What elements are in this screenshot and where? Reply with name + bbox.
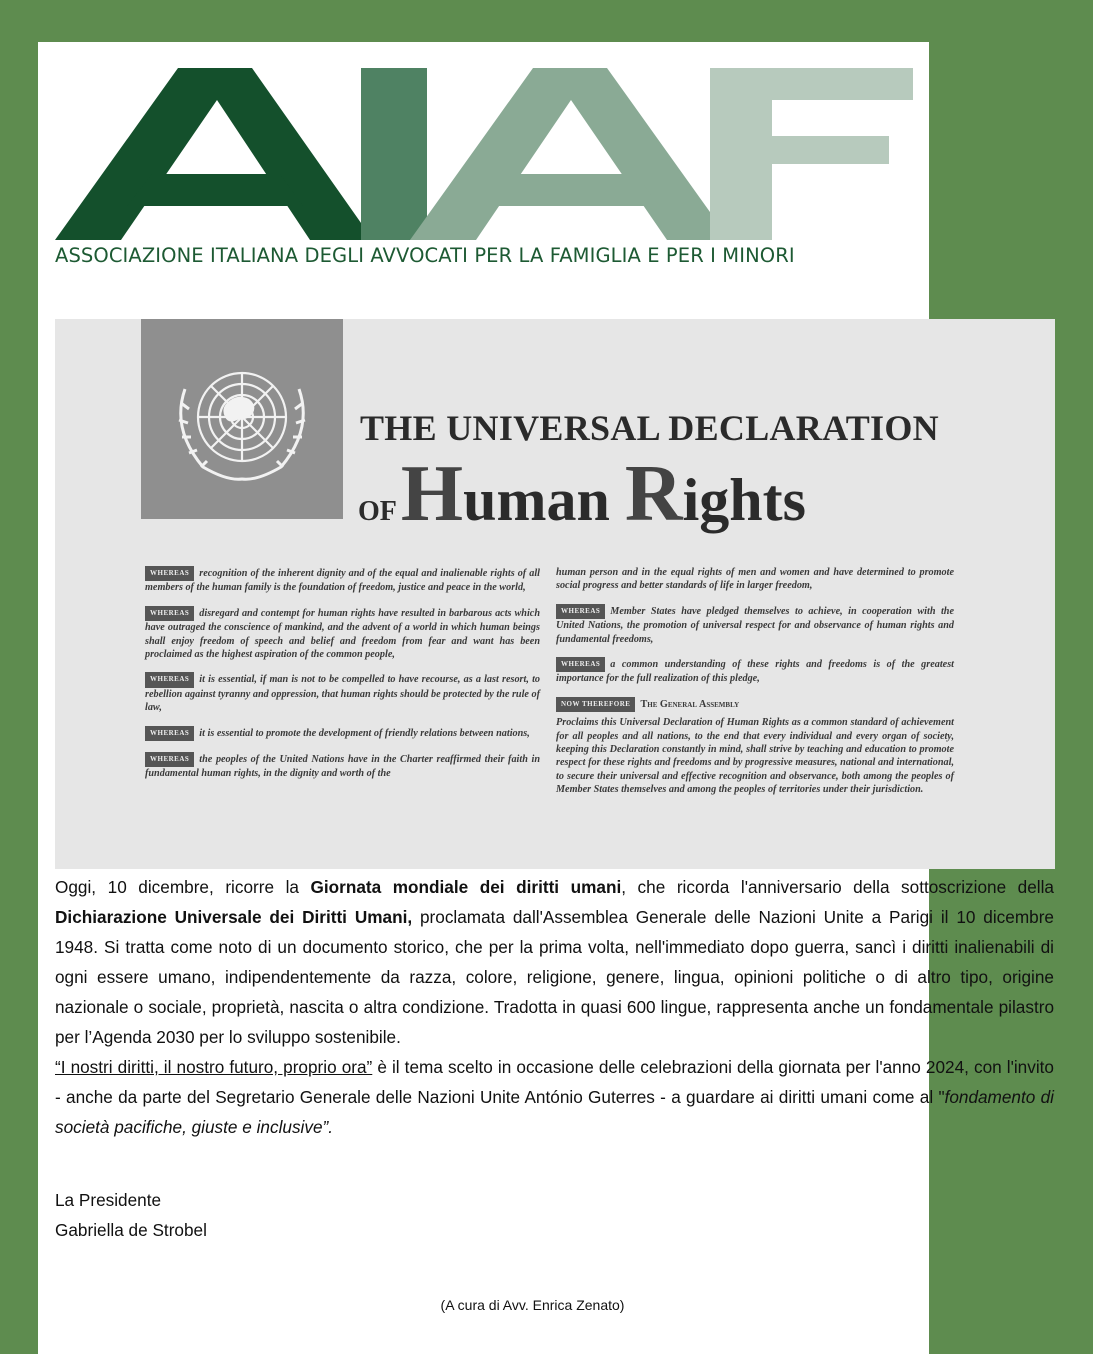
article-body	[55, 872, 1054, 1142]
whereas-tag: WHEREAS	[145, 606, 194, 621]
credit-line	[0, 1297, 1093, 1313]
whereas-tag: WHEREAS	[145, 726, 194, 741]
udhr-subtitle-of: OF	[358, 496, 397, 527]
aiaf-logo	[55, 66, 913, 242]
un-emblem-icon	[141, 319, 343, 519]
udhr-left-column	[145, 566, 540, 792]
preamble-continuation: human person and in the equal rights of men and women and have determined to promote social progress and better standards of life in larger freedom,	[556, 567, 954, 592]
logo-letter-f	[710, 68, 913, 240]
preamble-clause: WHEREAS recognition of the inherent dignity and of the equal and inalienable rights of all members of the human family is the foundation of freedom, justice and peace in the world,	[145, 568, 540, 594]
paragraph-theme: “I nostri diritti, il nostro futuro, proprio ora” è il tema scelto in occasione delle celebrazioni della giornata per l'anno 2024, con l'invito - anche da parte del Segretario Generale delle Nazioni Unite António Guterres - a guardare ai diritti umani come al "fondamento di società pacifiche, giuste e inclusive”.	[55, 1057, 1054, 1137]
logo-tagline: ASSOCIAZIONE ITALIANA DEGLI AVVOCATI PER LA FAMIGLIA E PER I MINORI	[55, 244, 795, 267]
preamble-clause: WHEREAS it is essential to promote the development of friendly relations between nations,	[145, 726, 540, 741]
udhr-subtitle	[358, 449, 806, 540]
preamble-clause: WHEREAS a common understanding of these rights and freedoms is of the greatest importance for the full realization of this pledge,	[556, 659, 954, 685]
signature-name: Gabriella de Strobel	[55, 1220, 207, 1240]
signature	[55, 1185, 207, 1245]
whereas-tag: WHEREAS	[145, 672, 194, 687]
general-assembly-label: The General Assembly	[640, 698, 740, 710]
udhr-subtitle-h-rest: uman	[463, 467, 625, 533]
logo-letter-i	[361, 68, 427, 240]
udhr-right-column	[556, 566, 954, 808]
udhr-subtitle-h: H	[400, 450, 464, 538]
logo-a-light-bar	[482, 174, 659, 206]
whereas-tag: WHEREAS	[556, 657, 605, 672]
now-therefore-line	[556, 697, 954, 712]
whereas-tag: WHEREAS	[145, 566, 194, 581]
italic-quote: fondamento di società pacifiche, giuste e inclusive”.	[55, 1087, 1054, 1137]
preamble-clause: WHEREAS the peoples of the United Nations have in the Charter reaffirmed their faith in fundamental human rights, in the dignity and worth of the	[145, 754, 540, 780]
bold-giornata: Giornata mondiale dei diritti umani	[310, 877, 622, 897]
logo-letter-a-light	[410, 68, 730, 240]
bold-dichiarazione: Dichiarazione Universale dei Diritti Umani,	[55, 907, 413, 927]
preamble-clause: WHEREAS Member States have pledged themselves to achieve, in cooperation with the United Nations, the promotion of universal respect for and observance of human rights and fundamental freedoms,	[556, 605, 954, 645]
udhr-subtitle-r: R	[624, 450, 683, 538]
now-therefore-tag: NOW THEREFORE	[556, 697, 635, 712]
udhr-image	[55, 319, 1055, 869]
credit-text: (A cura di Avv. Enrica Zenato)	[440, 1297, 625, 1313]
whereas-tag: WHEREAS	[145, 752, 194, 767]
udhr-subtitle-r-rest: ights	[682, 467, 806, 533]
signature-role: La Presidente	[55, 1190, 162, 1210]
proclamation-text: Proclaims this Universal Declaration of Human Rights as a common standard of achievement for all peoples and all nations, to the end that every individual and every organ of society, keeping this Declaration constantly in mind, shall strive by teaching and education to promote respect for these rights and freedoms and by progressive measures, national and international, to secure their universal and effective recognition and observance, both among the peoples of Member States themselves and among the peoples of territories under their jurisdiction.	[556, 717, 954, 796]
udhr-title: THE UNIVERSAL DECLARATION	[360, 408, 939, 448]
preamble-clause: WHEREAS it is essential, if man is not to be compelled to have recourse, as a last resort, to rebellion against tyranny and oppression, that human rights should be protected by the rule of law,	[145, 674, 540, 714]
un-emblem-box	[141, 319, 343, 519]
logo-a-dark-bar	[127, 174, 303, 206]
whereas-tag: WHEREAS	[556, 604, 605, 619]
paragraph-intro: Oggi, 10 dicembre, ricorre la Giornata mondiale dei diritti umani, che ricorda l'anniversario della sottoscrizione della Dichiarazione Universale dei Diritti Umani, proclamata dall'Assemblea Generale delle Nazioni Unite a Parigi il 10 dicembre 1948. Si tratta come noto di un documento storico, che per la prima volta, nell'immediato dopo guerra, sancì i diritti inalienabili di ogni essere umano, indipendentemente da razza, colore, religione, genere, lingua, opinioni politiche o di altro tipo, origine nazionale o sociale, proprietà, nascita o altra condizione. Tradotta in quasi 600 lingue, rappresenta anche un fondamentale pilastro per l’Agenda 2030 per lo sviluppo sostenibile.	[55, 877, 1054, 1047]
theme-link[interactable]: “I nostri diritti, il nostro futuro, proprio ora”	[55, 1057, 373, 1077]
preamble-clause: WHEREAS disregard and contempt for human rights have resulted in barbarous acts which have outraged the conscience of mankind, and the advent of a world in which human beings shall enjoy freedom of speech and belief and freedom from fear and want has been proclaimed as the highest aspiration of the common people,	[145, 607, 540, 661]
logo-letter-a-dark	[55, 68, 373, 240]
